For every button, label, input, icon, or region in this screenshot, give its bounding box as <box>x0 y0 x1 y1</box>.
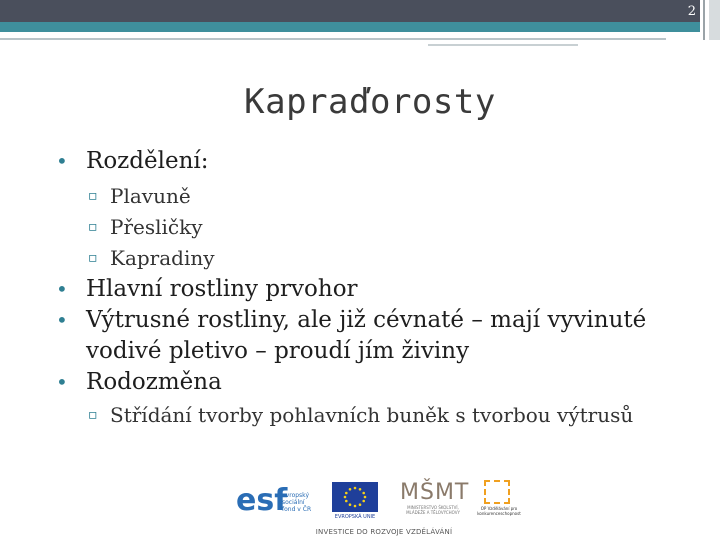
subitem-text: Kapradiny <box>110 246 215 270</box>
subitem-preslicky <box>56 212 696 243</box>
eu-caption: EVROPSKÁ UNIE <box>334 514 376 520</box>
msmt-caption: MINISTERSTVO ŠKOLSTVÍ, MLÁDEŽE A TĚLOVÝCHOVY <box>406 505 460 515</box>
bullet-item-rozdeleni <box>56 146 696 177</box>
slide-number: 2 <box>687 4 696 19</box>
square-bullet-icon: ▫ <box>88 188 98 204</box>
esf-line: fond v ČR <box>282 506 312 513</box>
esf-logo <box>234 478 326 524</box>
eu-flag-icon <box>332 482 378 512</box>
bullet-text: Rozdělení: <box>86 148 209 174</box>
round-bullet-icon: • <box>56 308 68 332</box>
subitem-list <box>56 181 696 274</box>
op-caption: OP Vzdělávání pro konkurenceschopnost <box>477 506 521 516</box>
op-logo <box>474 480 524 524</box>
header-right-strip-light <box>709 0 720 40</box>
slide-content <box>56 146 696 431</box>
header-divider-line <box>0 38 666 40</box>
msmt-logo <box>400 480 470 524</box>
slide-title: Kapraďorosty <box>244 82 496 122</box>
round-bullet-icon: • <box>56 277 68 301</box>
bullet-item-hlavni <box>56 274 696 305</box>
bullet-text: Výtrusné rostliny, ale již cévnaté – mají vyvinuté vodivé pletivo – proudí jím živiny <box>86 307 647 364</box>
subitem-list <box>56 400 696 431</box>
esf-line: sociální <box>282 499 305 506</box>
eu-logo <box>332 482 378 522</box>
eu-stars-icon <box>332 482 378 512</box>
header-dark-bar <box>0 0 700 22</box>
header-divider-line-short <box>428 44 578 46</box>
bullet-item-rodozmena <box>56 367 696 398</box>
subitem-stridani <box>56 400 696 431</box>
round-bullet-icon: • <box>56 370 68 394</box>
bullet-text: Hlavní rostliny prvohor <box>86 276 358 302</box>
subitem-text: Střídání tvorby pohlavních buněk s tvorbou výtrusů <box>110 403 634 427</box>
msmt-mark-icon: MŠMT <box>400 480 470 505</box>
esf-line: evropský <box>282 492 309 499</box>
header-right-strip <box>703 0 705 40</box>
square-bullet-icon: ▫ <box>88 407 98 423</box>
bullet-item-vytrusne <box>56 305 696 367</box>
bullet-text: Rodozměna <box>86 369 222 395</box>
subitem-kapradiny <box>56 243 696 274</box>
esf-text <box>282 492 326 513</box>
footer-logos <box>234 478 524 536</box>
esf-mark-icon: esf <box>236 483 288 518</box>
square-bullet-icon: ▫ <box>88 219 98 235</box>
square-bullet-icon: ▫ <box>88 250 98 266</box>
subitem-text: Přesličky <box>110 215 203 239</box>
subitem-plavune <box>56 181 696 212</box>
op-box-icon <box>484 480 510 504</box>
invest-caption: INVESTICE DO ROZVOJE VZDĚLÁVÁNÍ <box>315 528 453 536</box>
header-teal-bar <box>0 22 700 32</box>
subitem-text: Plavuně <box>110 184 191 208</box>
round-bullet-icon: • <box>56 149 68 173</box>
